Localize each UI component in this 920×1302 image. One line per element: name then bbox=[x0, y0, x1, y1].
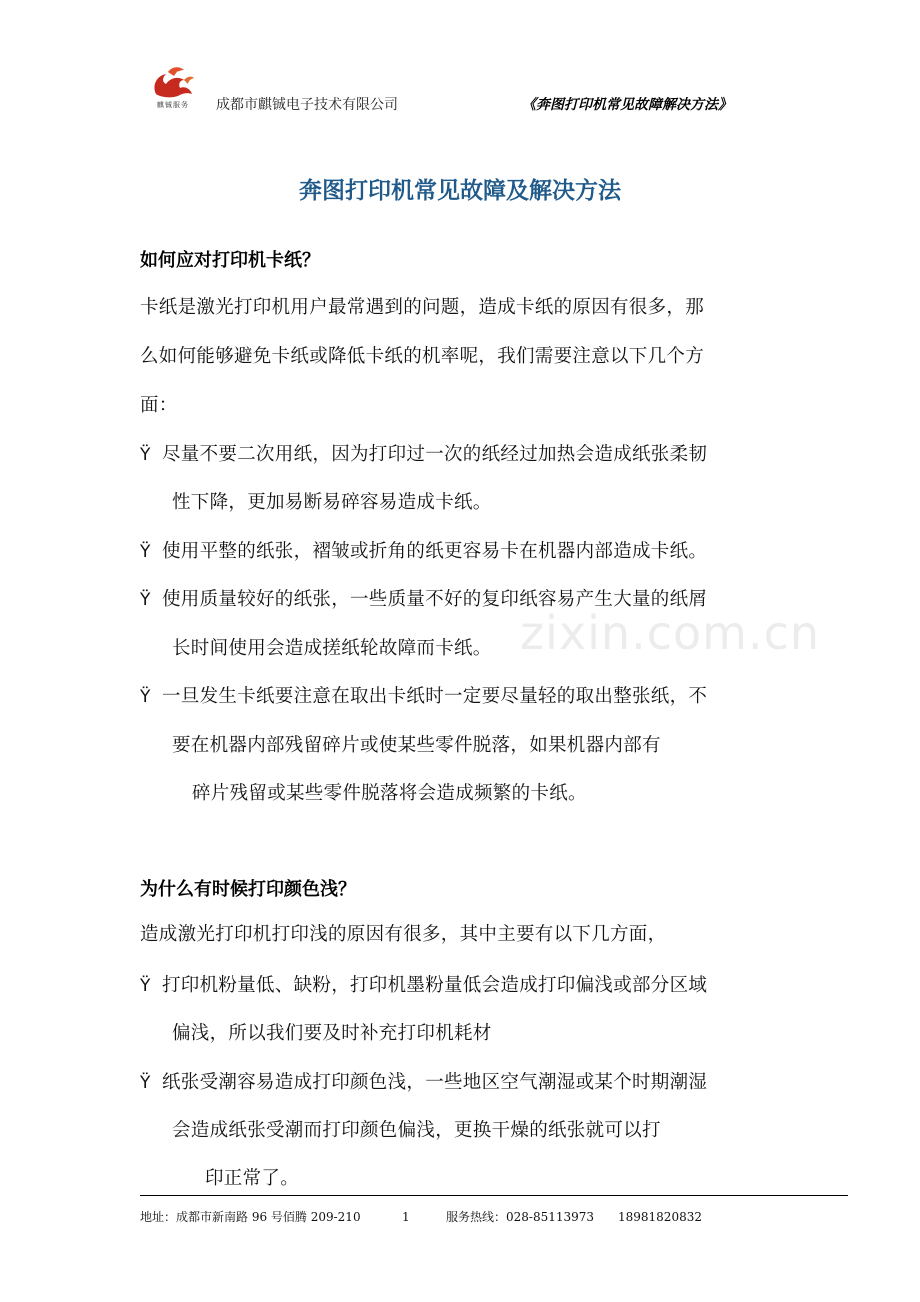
section2-intro: 造成激光打印机打印浅的原因有很多，其中主要有以下几方面， bbox=[140, 924, 667, 945]
bullet-icon: Ÿ bbox=[140, 687, 151, 707]
company-name: 成都市麒铖电子技术有限公司 bbox=[216, 97, 398, 113]
bullet-icon: Ÿ bbox=[140, 445, 151, 465]
bullet-continuation: 会造成纸张受潮而打印颜色偏浅，更换干燥的纸张就可以打 bbox=[172, 1120, 661, 1141]
page-title: 奔图打印机常见故障及解决方法 bbox=[299, 177, 621, 204]
section2-heading: 为什么有时候打印颜色浅？ bbox=[140, 879, 356, 900]
bullet-text: 使用平整的纸张，褶皱或折角的纸更容易卡在机器内部造成卡纸。 bbox=[162, 541, 708, 562]
section1-intro-line-2: 么如何能够避免卡纸或降低卡纸的机率呢，我们需要注意以下几个方 bbox=[140, 346, 705, 367]
bullet-icon: Ÿ bbox=[140, 542, 151, 562]
list-item bbox=[140, 971, 707, 997]
dragon-logo-icon bbox=[148, 64, 198, 100]
section1-heading: 如何应对打印机卡纸？ bbox=[140, 250, 320, 271]
bullet-text: 尽量不要二次用纸，因为打印过一次的纸经过加热会造成纸张柔韧 bbox=[162, 444, 708, 465]
watermark: zixin.com.cn bbox=[520, 606, 821, 660]
logo-caption: 麒铖服务 bbox=[157, 101, 189, 109]
bullet-icon: Ÿ bbox=[140, 590, 151, 610]
list-item bbox=[140, 682, 707, 708]
footer-address: 地址：成都市新南路 96 号佰腾 209-210 bbox=[140, 1210, 361, 1224]
section1-intro-line-3: 面： bbox=[140, 395, 178, 416]
header-doc-title: 《奔图打印机常见故障解决方法》 bbox=[522, 97, 732, 113]
bullet-text: 一旦发生卡纸要注意在取出卡纸时一定要尽量轻的取出整张纸，不 bbox=[162, 686, 708, 707]
footer-divider bbox=[140, 1195, 848, 1196]
page-number: 1 bbox=[402, 1210, 410, 1224]
bullet-continuation: 性下降，更加易断易碎容易造成卡纸。 bbox=[172, 492, 492, 513]
bullet-continuation: 长时间使用会造成搓纸轮故障而卡纸。 bbox=[172, 638, 492, 659]
section1-intro-line-1: 卡纸是激光打印机用户最常遇到的问题，造成卡纸的原因有很多，那 bbox=[140, 297, 705, 318]
bullet-icon: Ÿ bbox=[140, 976, 151, 996]
page-header bbox=[0, 60, 920, 120]
bullet-continuation: 要在机器内部残留碎片或使某些零件脱落，如果机器内部有 bbox=[172, 735, 661, 756]
bullet-continuation: 偏浅，所以我们要及时补充打印机耗材 bbox=[172, 1023, 492, 1044]
list-item bbox=[140, 537, 707, 563]
bullet-text: 纸张受潮容易造成打印颜色浅，一些地区空气潮湿或某个时期潮湿 bbox=[162, 1072, 708, 1093]
bullet-text: 打印机粉量低、缺粉，打印机墨粉量低会造成打印偏浅或部分区域 bbox=[162, 975, 708, 996]
bullet-continuation: 印正常了。 bbox=[205, 1168, 300, 1189]
footer-phone: 18981820832 bbox=[618, 1210, 702, 1224]
page-footer bbox=[140, 1208, 702, 1225]
bullet-text: 使用质量较好的纸张，一些质量不好的复印纸容易产生大量的纸屑 bbox=[162, 589, 708, 610]
footer-hotline: 服务热线：028-85113973 bbox=[446, 1210, 595, 1224]
bullet-icon: Ÿ bbox=[140, 1073, 151, 1093]
bullet-continuation: 碎片残留或某些零件脱落将会造成频繁的卡纸。 bbox=[192, 783, 587, 804]
list-item bbox=[140, 440, 707, 466]
list-item bbox=[140, 1068, 707, 1094]
company-logo bbox=[148, 64, 198, 110]
